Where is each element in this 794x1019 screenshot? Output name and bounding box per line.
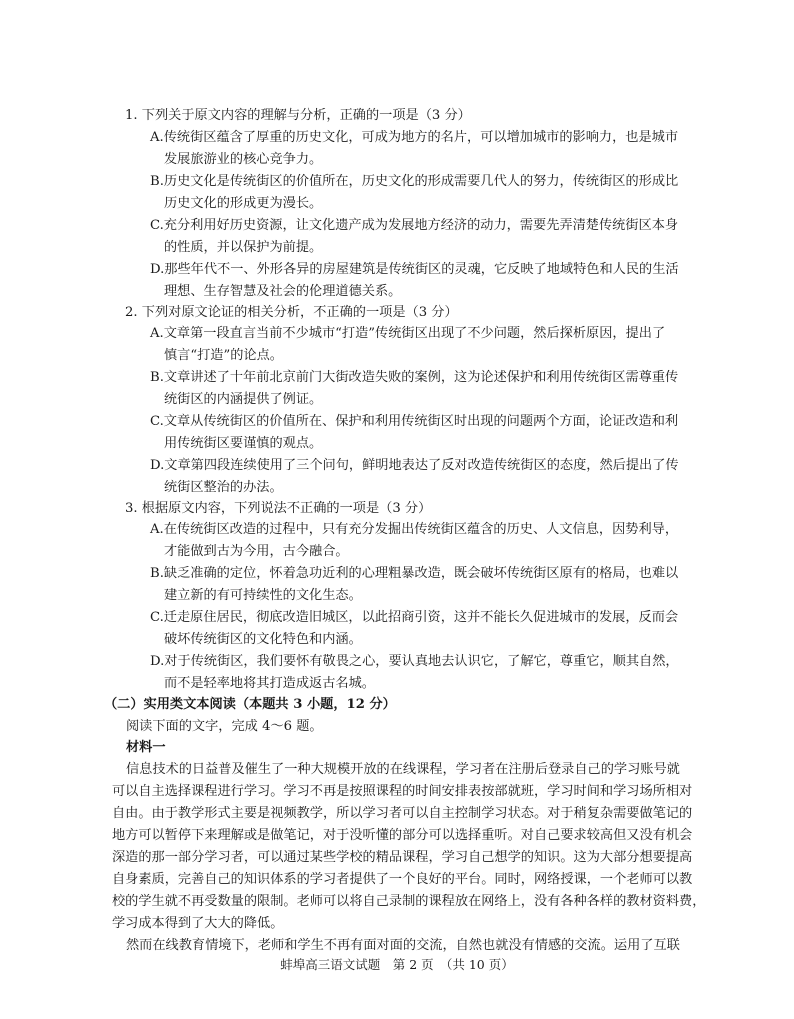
material-line-1: 信息技术的日益普及催生了一种大规模开放的在线课程，学习者在注册后登录自己的学习账号就 — [126, 762, 680, 777]
q1-option-c: C.充分利用好历史资源，让文化遗产成为发展地方经济的动力，需要先弄清楚传统街区本身 — [150, 218, 679, 233]
q3-option-d: D.对于传统街区，我们要怀有敬畏之心，要认真地去认识它，了解它，尊重它，顺其自然， — [150, 654, 679, 669]
q3-option-b: B.缺乏准确的定位，怀着急功近利的心理粗暴改造，既会破坏传统街区原有的格局，也难以 — [150, 566, 679, 581]
material-line-3: 自由。由于教学形式主要是视频教学，所以学习者可以自主控制学习状态。对于稍复杂需要做笔记的 — [112, 806, 693, 821]
material-line-6: 自身素质，完善自己的知识体系的学习者提供了一个良好的平台。同时，网络授课，一个老师可以教 — [112, 872, 693, 887]
material-line-2: 可以自主选择课程进行学习。学习不再是按照课程的时间安排表按部就班，学习时间和学习场所相对 — [112, 784, 693, 799]
q2-option-d: D.文章第四段连续使用了三个问句，鲜明地表达了反对改造传统街区的态度，然后提出了传 — [150, 458, 679, 473]
q2-option-d-cont: 统街区整治的办法。 — [164, 480, 283, 495]
q2-option-b-cont: 统街区的内涵提供了例证。 — [164, 392, 323, 407]
q2-option-a: A.文章第一段直言当前不少城市“打造”传统街区出现了不少问题，然后探析原因，提出了 — [150, 326, 666, 341]
material-line-7: 校的学生就不再受数量的限制。老师可以将自己录制的课程放在网络上，没有各种各样的教材资料费， — [112, 894, 706, 909]
q3-option-c-cont: 破坏传统街区的文化特色和内涵。 — [164, 632, 362, 647]
question-1-stem: 1. 下列关于原文内容的理解与分析，正确的一项是（3 分） — [125, 108, 471, 123]
q3-option-a: A.在传统街区改造的过程中，只有充分发掘出传统街区蕴含的历史、人文信息，因势利导， — [150, 522, 679, 537]
reading-instruction: 阅读下面的文字，完成 4～6 题。 — [126, 719, 323, 734]
q2-option-c-cont: 用传统街区要谨慎的观点。 — [164, 436, 323, 451]
q2-option-c: C.文章从传统街区的价值所在、保护和利用传统街区时出现的问题两个方面，论证改造和利 — [150, 414, 679, 429]
q3-option-c: C.迁走原住居民，彻底改造旧城区，以此招商引资，这并不能长久促进城市的发展，反而会 — [150, 610, 679, 625]
material-title: 材料一 — [126, 740, 166, 755]
q2-option-b: B.文章讲述了十年前北京前门大街改造失败的案例，这为论述保护和利用传统街区需尊重传 — [150, 370, 679, 385]
section-heading: （二）实用类文本阅读（本题共 3 小题，12 分） — [104, 697, 396, 712]
q1-option-b-cont: 历史文化的形成更为漫长。 — [164, 196, 323, 211]
material-para2-line-1: 然而在线教育情境下，老师和学生不再有面对面的交流，自然也就没有情感的交流。运用了互联 — [126, 938, 680, 953]
material-line-4: 地方可以暂停下来理解或是做笔记，对于没听懂的部分可以选择重听。对自己要求较高但又没有机会 — [112, 828, 693, 843]
q1-option-a: A.传统街区蕴含了厚重的历史文化，可成为地方的名片，可以增加城市的影响力，也是城市 — [150, 130, 679, 145]
material-line-8: 学习成本得到了大大的降低。 — [112, 916, 284, 931]
q1-option-c-cont: 的性质，并以保护为前提。 — [164, 240, 323, 255]
q1-option-d-cont: 理想、生存智慧及社会的伦理道德关系。 — [164, 284, 402, 299]
q3-option-b-cont: 建立新的有可持续性的文化生态。 — [164, 588, 362, 603]
material-line-5: 深造的那一部分学习者，可以通过某些学校的精品课程，学习自己想学的知识。这为大部分想要提高 — [112, 850, 693, 865]
page-footer: 蚌埠高三语文试题 第 2 页 （共 10 页） — [280, 957, 514, 972]
q1-option-b: B.历史文化是传统街区的价值所在，历史文化的形成需要几代人的努力，传统街区的形成比 — [150, 174, 679, 189]
q2-option-a-cont: 慎言“打造”的论点。 — [164, 348, 283, 363]
q3-option-d-cont: 而不是轻率地将其打造成返古名城。 — [164, 676, 375, 691]
question-3-stem: 3. 根据原文内容，下列说法不正确的一项是（3 分） — [125, 501, 432, 516]
q1-option-a-cont: 发展旅游业的核心竞争力。 — [164, 152, 323, 167]
q1-option-d: D.那些年代不一、外形各异的房屋建筑是传统街区的灵魂，它反映了地域特色和人民的生活 — [150, 262, 679, 277]
question-2-stem: 2. 下列对原文论证的相关分析，不正确的一项是（3 分） — [125, 305, 458, 320]
q3-option-a-cont: 才能做到古为今用，古今融合。 — [164, 544, 349, 559]
